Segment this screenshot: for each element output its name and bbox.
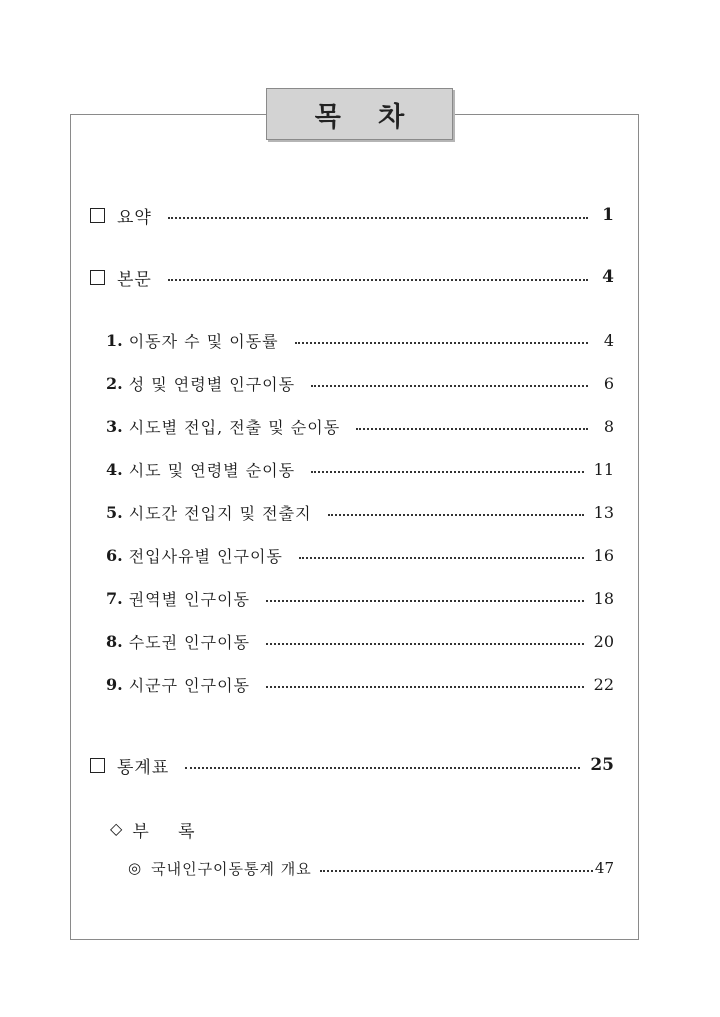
dot-leader	[185, 767, 580, 769]
toc-entry-label: 시군구 인구이동	[128, 675, 250, 695]
toc-item-number: 8.	[106, 631, 123, 651]
toc-page-number: 4	[603, 330, 614, 350]
toc-subentry[interactable]	[106, 628, 614, 654]
square-bullet-icon	[90, 208, 105, 223]
toc-subentry[interactable]	[106, 585, 614, 611]
dot-leader	[266, 600, 584, 602]
toc-subentry[interactable]	[106, 456, 614, 482]
toc-entry-label: 수도권 인구이동	[128, 632, 250, 652]
dot-leader	[356, 428, 588, 430]
toc-entry-summary[interactable]	[90, 202, 614, 228]
toc-page-number: 16	[593, 545, 614, 565]
square-bullet-icon	[90, 270, 105, 285]
toc-entry-label: 시도별 전입, 전출 및 순이동	[128, 417, 341, 437]
toc-entry-body[interactable]	[90, 264, 614, 290]
toc-page-number: 13	[593, 502, 614, 522]
toc-entry-label: 통계표	[117, 757, 170, 778]
toc-entry-label: 전입사유별 인구이동	[128, 546, 283, 566]
toc-subentry[interactable]	[106, 370, 614, 396]
dot-leader	[328, 514, 584, 516]
dot-leader	[266, 686, 584, 688]
toc-entry-label: 요약	[117, 207, 152, 228]
double-circle-icon: ◎	[128, 858, 142, 877]
toc-entry-stats[interactable]	[90, 752, 614, 778]
toc-item-number: 4.	[106, 459, 123, 479]
toc-item-number: 5.	[106, 502, 123, 522]
dot-leader	[320, 870, 593, 872]
page-title: 목 차	[314, 101, 419, 133]
toc-page-number: 20	[593, 631, 614, 651]
toc-page-number: 11	[593, 459, 614, 479]
toc-page-number: 22	[593, 674, 614, 694]
toc-subentry[interactable]	[106, 671, 614, 697]
dot-leader	[311, 385, 588, 387]
dot-leader	[311, 471, 584, 473]
dot-leader	[299, 557, 584, 559]
toc-subentry[interactable]	[106, 542, 614, 568]
toc-entry-appendix[interactable]	[128, 855, 614, 881]
square-bullet-icon	[90, 758, 105, 773]
toc-entry-label: 이동자 수 및 이동률	[128, 331, 279, 351]
toc-page-number: 1	[602, 205, 614, 225]
toc-subentry[interactable]	[106, 413, 614, 439]
toc-item-number: 9.	[106, 674, 123, 694]
toc-page-number: 4	[602, 267, 614, 287]
toc-entry-label: 시도 및 연령별 순이동	[128, 460, 296, 480]
dot-leader	[168, 217, 588, 219]
toc-item-number: 1.	[106, 330, 123, 350]
appendix-heading-label: 부 록	[132, 821, 207, 842]
toc-entry-label: 본문	[117, 269, 152, 290]
toc-item-number: 6.	[106, 545, 123, 565]
dot-leader	[266, 643, 584, 645]
toc-subentry[interactable]	[106, 327, 614, 353]
toc-entry-label: 시도간 전입지 및 전출지	[128, 503, 312, 523]
toc-page-number: 6	[603, 373, 614, 393]
appendix-heading	[110, 816, 207, 842]
dot-leader	[168, 279, 588, 281]
dot-leader	[295, 342, 588, 344]
toc-page-number: 8	[603, 416, 614, 436]
toc-page-number: 47	[594, 859, 614, 877]
toc-subentry[interactable]	[106, 499, 614, 525]
toc-item-number: 3.	[106, 416, 123, 436]
toc-item-number: 2.	[106, 373, 123, 393]
toc-page-number: 25	[590, 755, 614, 775]
diamond-icon: ◇	[110, 819, 123, 838]
toc-page-number: 18	[593, 588, 614, 608]
toc-item-number: 7.	[106, 588, 123, 608]
toc-entry-label: 국내인구이동통계 개요	[151, 859, 312, 878]
toc-entry-label: 권역별 인구이동	[128, 589, 250, 609]
toc-title-box	[266, 88, 453, 140]
toc-entry-label: 성 및 연령별 인구이동	[128, 374, 296, 394]
